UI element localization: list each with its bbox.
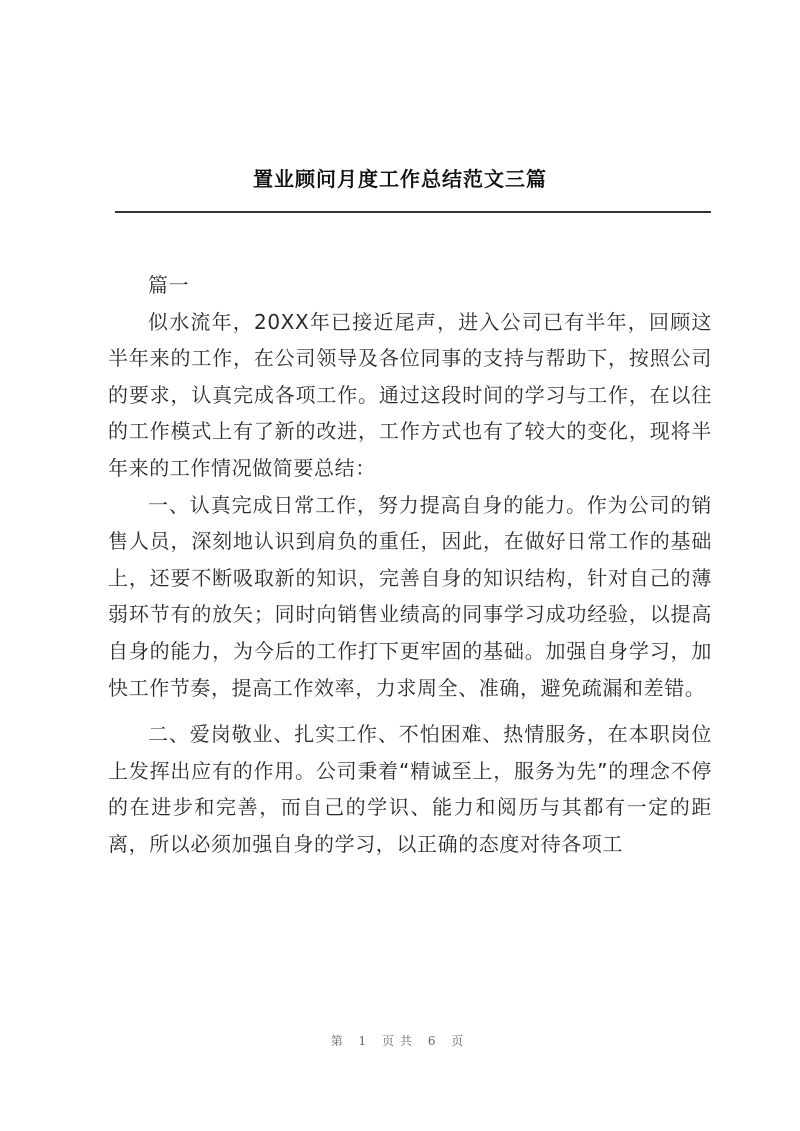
paragraph-point-one: 一、认真完成日常工作，努力提高自身的能力。作为公司的销售人员，深刻地认识到肩负的重任，因此，在做好日常工作的基础上，还要不断吸取新的知识，完善自身的知识结构，针对自己的薄弱环节有的放矢；同时向销售业绩高的同事学习成功经验，以提高自身的能力，为今后的工作打下更牢固的基础。加强自身学习，加快工作节奏，提高工作效率，力求周全、准确，避免疏漏和差错。 [108,492,712,700]
paragraph-intro: 似水流年，20XX年已接近尾声，进入公司已有半年，回顾这半年来的工作，在公司领导及各位同事的支持与帮助下，按照公司的要求，认真完成各项工作。通过这段时间的学习与工作，在以往的工作模式上有了新的改进，工作方式也有了较大的变化，现将半年来的工作情况做简要总结： [108,309,712,480]
title-divider [115,211,711,213]
paragraph-point-two: 二、爱岗敬业、扎实工作、不怕困难、热情服务，在本职岗位上发挥出应有的作用。公司秉着“精诚至上，服务为先”的理念不停的在进步和完善，而自己的学识、能力和阅历与其都有一定的距离，所以必须加强自身的学习，以正确的态度对待各项工 [108,722,712,856]
document-title: 置业顾问月度工作总结范文三篇 [253,167,547,191]
section-heading: 篇一 [148,273,190,297]
page-footer: 第 1 页共 6 页 [330,1034,470,1048]
document-body [108,267,712,863]
